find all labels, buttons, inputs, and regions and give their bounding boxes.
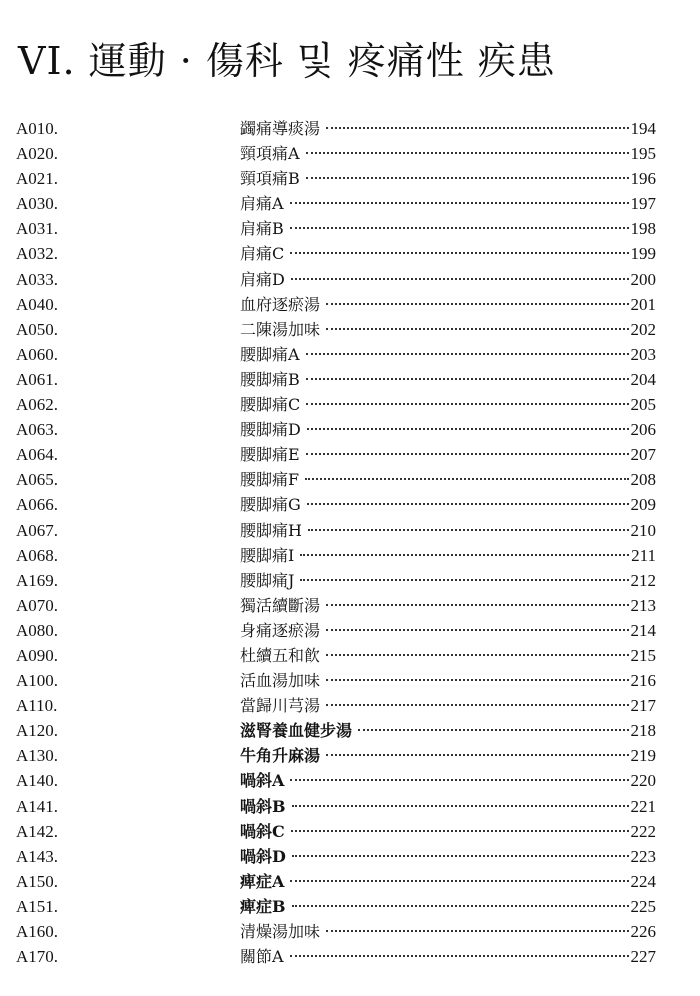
toc-row — [0, 191, 700, 216]
entry-line — [240, 216, 656, 241]
dot-leader — [326, 629, 628, 631]
entry-name: 活血湯加味 — [240, 671, 321, 691]
entry-page-number: 227 — [630, 947, 656, 967]
entry-page-number: 226 — [630, 922, 656, 941]
entry-code: A062. — [16, 395, 59, 415]
entry-line — [240, 267, 656, 292]
entry-page-number: 213 — [630, 595, 656, 615]
entry-name: 腰脚痛D — [240, 420, 301, 440]
entry-line — [240, 392, 656, 417]
entry-page-number: 201 — [630, 294, 656, 314]
entry-line — [240, 543, 656, 568]
toc-row — [0, 116, 700, 141]
entry-line — [240, 869, 656, 894]
entry-name: 二陳湯加味 — [240, 319, 321, 339]
entry-name: 頸項痛B — [240, 169, 300, 189]
toc-row — [0, 668, 700, 693]
entry-line — [240, 191, 656, 216]
toc-row — [0, 643, 700, 668]
toc-row — [0, 216, 700, 241]
entry-page-number: 205 — [630, 395, 656, 415]
entry-name: 肩痛C — [240, 244, 285, 264]
entry-code: A065. — [16, 470, 59, 490]
dot-leader — [358, 729, 628, 731]
entry-line — [240, 668, 656, 693]
toc-row — [0, 317, 700, 342]
entry-name: 頸項痛A — [240, 144, 300, 164]
toc-row — [0, 267, 700, 292]
dot-leader — [290, 227, 629, 229]
entry-line — [240, 166, 656, 191]
toc-row — [0, 417, 700, 442]
toc-row — [0, 794, 700, 819]
entry-page-number: 202 — [630, 319, 656, 339]
entry-name: 牛角升麻湯 — [240, 746, 321, 766]
toc-row — [0, 467, 700, 492]
entry-line — [240, 317, 656, 342]
entry-name: 滋腎養血健步湯 — [240, 721, 353, 741]
dot-leader — [326, 754, 628, 756]
entry-name: 身痛逐瘀湯 — [240, 620, 321, 640]
toc-row — [0, 568, 700, 593]
entry-name: 腰脚痛F — [240, 470, 300, 490]
toc-row — [0, 518, 700, 543]
dot-leader — [306, 378, 629, 380]
entry-page-number: 198 — [630, 219, 656, 239]
toc-row — [0, 292, 700, 317]
entry-page-number: 207 — [630, 445, 656, 465]
dot-leader — [307, 428, 629, 430]
entry-name: 喎斜C — [240, 821, 285, 841]
dot-leader — [326, 303, 628, 305]
entry-page-number: 223 — [630, 846, 656, 866]
entry-code: A010. — [16, 119, 59, 138]
entry-code: A033. — [16, 269, 59, 289]
entry-page-number: 196 — [630, 169, 656, 189]
entry-code: A050. — [16, 319, 59, 339]
entry-line — [240, 919, 656, 944]
entry-code: A067. — [16, 520, 59, 540]
toc-row — [0, 241, 700, 266]
entry-name: 肩痛B — [240, 219, 284, 239]
entry-line — [240, 643, 656, 668]
entry-line — [240, 442, 656, 467]
entry-page-number: 195 — [630, 144, 656, 164]
entry-code: A110. — [16, 696, 58, 716]
entry-name: 腰脚痛C — [240, 395, 301, 415]
entry-line — [240, 241, 656, 266]
entry-code: A032. — [16, 244, 59, 264]
entry-line — [240, 116, 656, 141]
dot-leader — [290, 955, 629, 957]
dot-leader — [290, 202, 629, 204]
toc-row — [0, 894, 700, 919]
entry-line — [240, 844, 656, 869]
dot-leader — [306, 353, 629, 355]
entry-code: A040. — [16, 294, 59, 314]
entry-line — [240, 367, 656, 392]
entry-name: 肩痛A — [240, 194, 284, 214]
entry-name: 痺症A — [240, 871, 285, 891]
entry-line — [240, 718, 656, 743]
entry-code: A090. — [16, 645, 59, 665]
entry-page-number: 199 — [630, 244, 656, 264]
toc-row — [0, 819, 700, 844]
dot-leader — [300, 554, 629, 556]
entry-page-number: 220 — [630, 771, 656, 791]
table-of-contents — [0, 116, 700, 969]
toc-row — [0, 367, 700, 392]
entry-line — [240, 819, 656, 844]
entry-page-number: 194 — [630, 119, 656, 138]
entry-page-number: 216 — [630, 671, 656, 691]
entry-code: A140. — [16, 771, 59, 791]
toc-row — [0, 718, 700, 743]
entry-name: 喎斜A — [240, 771, 285, 791]
dot-leader — [292, 855, 629, 857]
entry-code: A030. — [16, 194, 59, 214]
dot-leader — [290, 252, 628, 254]
entry-name: 關節A — [240, 947, 284, 967]
entry-name: 肩痛D — [240, 269, 285, 289]
entry-name: 血府逐瘀湯 — [240, 294, 321, 314]
toc-row — [0, 166, 700, 191]
dot-leader — [292, 805, 629, 807]
toc-row — [0, 743, 700, 768]
toc-row — [0, 693, 700, 718]
entry-page-number: 214 — [630, 620, 656, 640]
entry-code: A063. — [16, 420, 59, 440]
entry-code: A021. — [16, 169, 59, 189]
entry-line — [240, 593, 656, 618]
toc-row — [0, 844, 700, 869]
dot-leader — [326, 930, 628, 932]
entry-code: A060. — [16, 344, 59, 364]
dot-leader — [326, 127, 628, 129]
entry-code: A020. — [16, 144, 59, 164]
entry-code: A031. — [16, 219, 59, 239]
dot-leader — [326, 328, 628, 330]
entry-code: A150. — [16, 871, 59, 891]
entry-page-number: 225 — [630, 896, 656, 916]
entry-name: 喎斜B — [240, 796, 286, 816]
dot-leader — [306, 177, 629, 179]
entry-page-number: 224 — [630, 871, 656, 891]
toc-row — [0, 543, 700, 568]
dot-leader — [291, 278, 629, 280]
dot-leader — [307, 503, 629, 505]
entry-page-number: 210 — [630, 520, 656, 540]
entry-line — [240, 342, 656, 367]
entry-code: A120. — [16, 721, 59, 741]
toc-row — [0, 593, 700, 618]
entry-name: 腰脚痛E — [240, 445, 300, 465]
toc-row — [0, 919, 700, 944]
entry-line — [240, 492, 656, 517]
section-title: VI. 運動 · 傷科 및 疼痛性 疾患 — [18, 39, 556, 83]
dot-leader — [291, 830, 629, 832]
toc-row — [0, 342, 700, 367]
entry-page-number: 209 — [630, 495, 656, 515]
entry-code: A068. — [16, 545, 59, 565]
entry-code: A141. — [16, 796, 59, 816]
dot-leader — [290, 779, 628, 781]
entry-code: A066. — [16, 495, 59, 515]
dot-leader — [308, 529, 629, 531]
entry-code: A080. — [16, 620, 59, 640]
entry-line — [240, 794, 656, 819]
toc-row — [0, 392, 700, 417]
entry-page-number: 208 — [630, 470, 656, 490]
entry-line — [240, 292, 656, 317]
entry-name: 腰脚痛H — [240, 520, 302, 540]
entry-name: 腰脚痛A — [240, 344, 300, 364]
entry-page-number: 200 — [630, 269, 656, 289]
dot-leader — [326, 704, 628, 706]
entry-code: A160. — [16, 922, 59, 941]
entry-line — [240, 467, 656, 492]
entry-page-number: 197 — [630, 194, 656, 214]
entry-name: 蠲痛導痰湯 — [240, 119, 321, 138]
entry-line — [240, 743, 656, 768]
entry-page-number: 221 — [630, 796, 656, 816]
entry-code: A100. — [16, 671, 59, 691]
dot-leader — [306, 152, 629, 154]
entry-name: 當歸川芎湯 — [240, 696, 321, 716]
entry-name: 痺症B — [240, 896, 286, 916]
entry-line — [240, 618, 656, 643]
dot-leader — [326, 654, 628, 656]
toc-row — [0, 618, 700, 643]
entry-name: 腰脚痛B — [240, 369, 300, 389]
entry-line — [240, 141, 656, 166]
entry-line — [240, 693, 656, 718]
dot-leader — [306, 403, 628, 405]
toc-row — [0, 442, 700, 467]
entry-page-number: 203 — [630, 344, 656, 364]
entry-name: 清燥湯加味 — [240, 922, 321, 941]
dot-leader — [290, 880, 628, 882]
entry-page-number: 219 — [630, 746, 656, 766]
entry-page-number: 215 — [630, 645, 656, 665]
toc-row — [0, 768, 700, 793]
entry-page-number: 217 — [630, 696, 656, 716]
entry-code: A064. — [16, 445, 59, 465]
entry-page-number: 222 — [630, 821, 656, 841]
toc-row — [0, 944, 700, 969]
dot-leader — [305, 478, 628, 480]
entry-page-number: 218 — [630, 721, 656, 741]
entry-code: A061. — [16, 369, 59, 389]
entry-page-number: 212 — [630, 570, 656, 590]
toc-row — [0, 492, 700, 517]
dot-leader — [292, 905, 629, 907]
entry-line — [240, 417, 656, 442]
entry-name: 腰脚痛I — [240, 545, 295, 565]
toc-row — [0, 869, 700, 894]
entry-code: A143. — [16, 846, 59, 866]
entry-name: 獨活續斷湯 — [240, 595, 321, 615]
dot-leader — [300, 579, 628, 581]
entry-code: A070. — [16, 595, 59, 615]
entry-page-number: 204 — [630, 369, 656, 389]
entry-line — [240, 568, 656, 593]
entry-line — [240, 894, 656, 919]
entry-page-number: 211 — [631, 545, 656, 565]
entry-code: A169. — [16, 570, 59, 590]
dot-leader — [306, 453, 629, 455]
toc-row — [0, 141, 700, 166]
entry-name: 喎斜D — [240, 846, 286, 866]
entry-code: A142. — [16, 821, 59, 841]
entry-name: 腰脚痛G — [240, 495, 301, 515]
entry-line — [240, 518, 656, 543]
entry-line — [240, 944, 656, 969]
entry-name: 杜續五和飮 — [240, 645, 321, 665]
dot-leader — [326, 604, 628, 606]
entry-code: A130. — [16, 746, 59, 766]
entry-line — [240, 768, 656, 793]
dot-leader — [326, 679, 628, 681]
entry-page-number: 206 — [630, 420, 656, 440]
entry-code: A151. — [16, 896, 59, 916]
entry-name: 腰脚痛J — [240, 570, 295, 590]
entry-code: A170. — [16, 947, 59, 967]
